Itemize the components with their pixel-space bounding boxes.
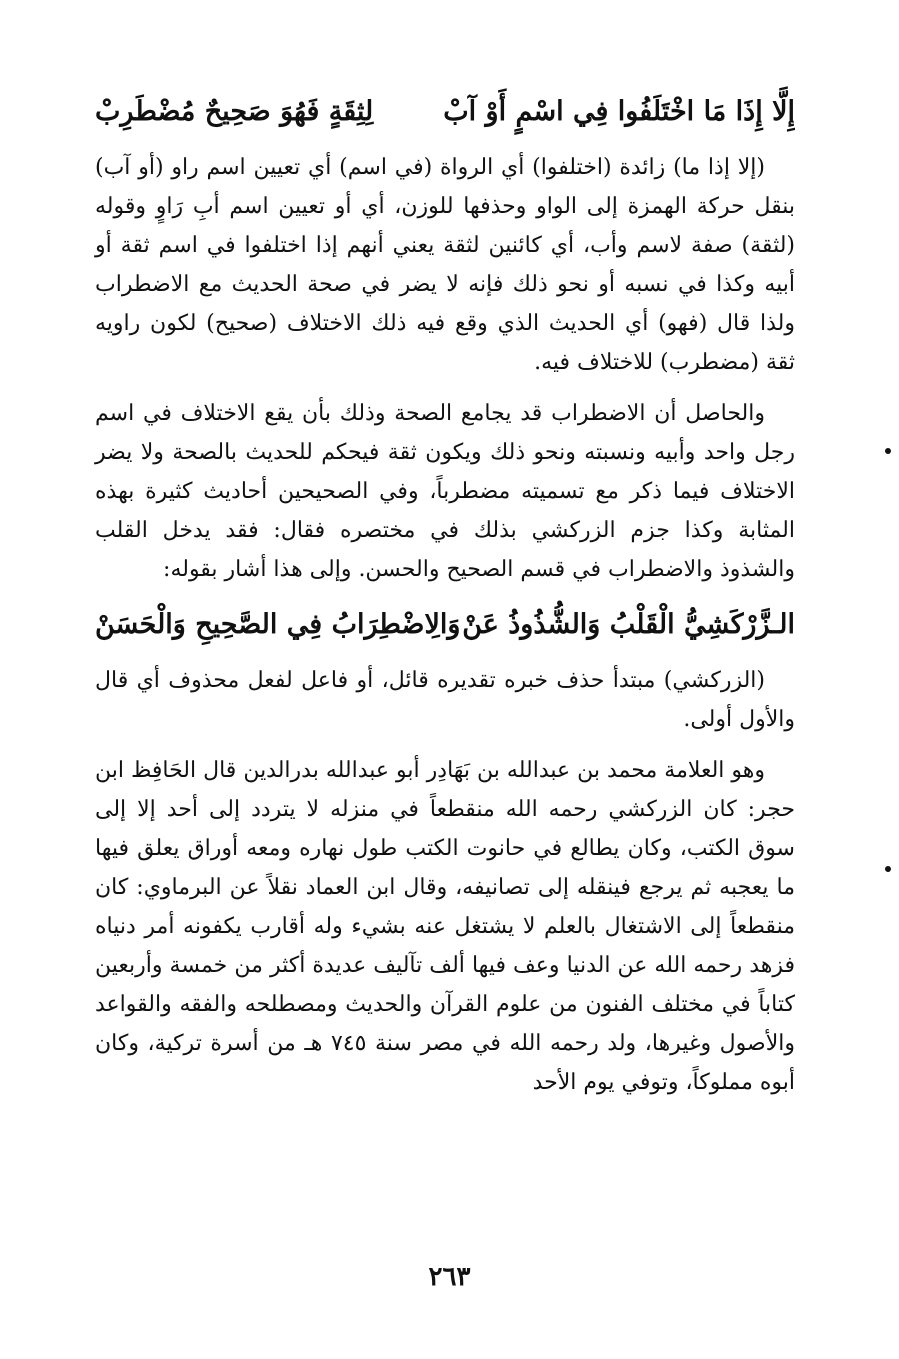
verse-1-first-hemistich: إِلَّا إِذَا مَا اخْتَلَفُوا فِي اسْمٍ أَوْ آبْ — [443, 96, 795, 127]
commentary-paragraph-3: (الزركشي) مبتدأ حذف خبره تقديره قائل، أو فاعل لفعل محذوف أي قال والأول أولى. — [95, 668, 795, 732]
verse-2-second-hemistich: وَالِاضْطِرَابُ فِي الصَّحِيحِ وَالْحَسَنْ — [95, 609, 461, 640]
page-number: ٢٦٣ — [428, 1262, 471, 1292]
margin-dot — [885, 866, 891, 872]
margin-dot — [885, 448, 891, 454]
commentary-paragraph-4: وهو العلامة محمد بن عبدالله بن بَهَادِر أبو عبدالله بدرالدين قال الحَافِظ ابن حجر: كان الزركشي رحمه الله منقطعاً في منزله لا يتردد إلى أحد إلا إلى سوق الكتب، وكان يطالع في حانوت الكتب طول نهاره ومعه أوراق يعلق فيها ما يعجبه ثم يرجع فينقله إلى تصانيفه، وقال ابن العماد نقلاً عن البرماوي: كان منقطعاً إلى الاشتغال بالعلم لا يشتغل عنه بشيء وله أقارب يكفونه أمر دنياه فزهد رحمه الله عن الدنيا وعف فيها ألف تآليف عديدة أكثر من خمسة وأربعين كتاباً في مختلف الفنون من علوم القرآن والحديث ومصطلحه والفقه والقواعد والأصول وغيرها، ولد رحمه الله في مصر سنة ٧٤٥ هـ من أسرة تركية، وكان أبوه مملوكاً، وتوفي يوم الأحد — [95, 758, 795, 1095]
verse-line-1 — [95, 82, 795, 142]
verse-line-2 — [95, 595, 795, 655]
commentary-paragraph-1: (إلا إذا ما) زائدة (اختلفوا) أي الرواة (في اسم) أي تعيين اسم راو (أو آب) بنقل حركة الهمزة إلى الواو وحذفها للوزن، أي أو تعيين اسم أبِ رَاوٍ وقوله (لثقة) صفة لاسم وأب، أي كائنين لثقة يعني أنهم إذا اختلفوا في اسم ثقة أو أبيه وكذا في نسبه أو نحو ذلك فإنه لا يضر في صحة الحديث مع الاضطراب ولذا قال (فهو) أي الحديث الذي وقع فيه ذلك الاختلاف (صحيح) لكون راويه ثقة (مضطرب) للاختلاف فيه. — [95, 155, 795, 375]
verse-1-second-hemistich: لِثِقَةٍ فَهُوَ صَحِيحٌ مُضْطَرِبْ — [95, 96, 374, 127]
page-body — [95, 82, 795, 1282]
verse-2-first-hemistich: الـزَّرْكَشِيُّ الْقَلْبُ وَالشُّذُوذُ عَنْ — [462, 609, 795, 640]
commentary-paragraph-2: والحاصل أن الاضطراب قد يجامع الصحة وذلك بأن يقع الاختلاف في اسم رجل واحد وأبيه ونسبته ونحو ذلك ويكون ثقة فيحكم للحديث بالصحة ولا يضر الاختلاف فيما ذكر مع تسميته مضطرباً، وفي الصحيحين أحاديث كثيرة بهذه المثابة وكذا جزم الزركشي بذلك في مختصره فقال: فقد يدخل القلب والشذوذ والاضطراب في قسم الصحيح والحسن. وإلى هذا أشار بقوله: — [95, 401, 795, 582]
